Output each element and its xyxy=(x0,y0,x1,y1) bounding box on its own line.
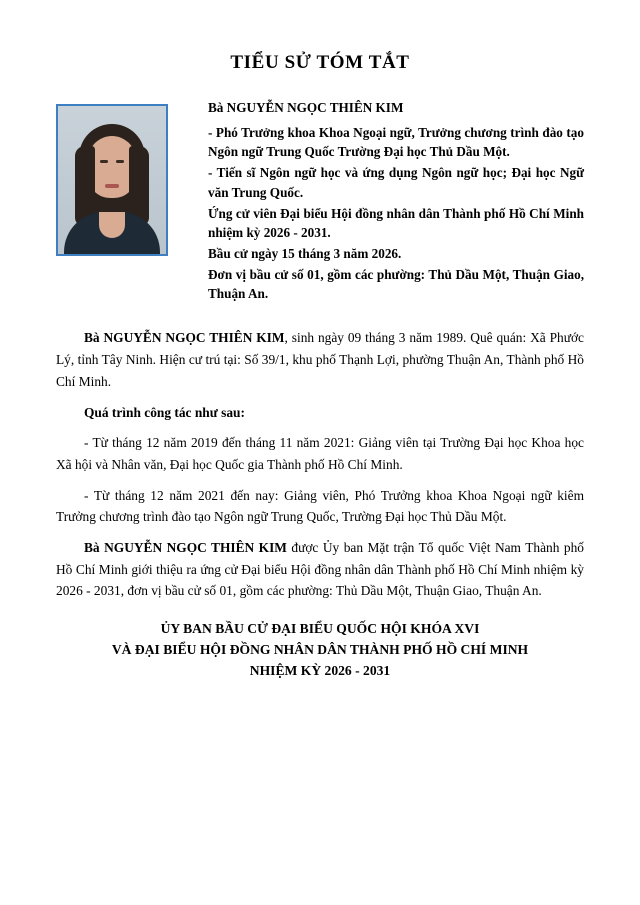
biography-paragraph-1 xyxy=(56,327,584,392)
career-heading xyxy=(56,402,584,424)
page-title: TIỂU SỬ TÓM TẮT xyxy=(230,52,410,73)
biography-body xyxy=(56,327,584,602)
candidate-name: Bà NGUYỄN NGỌC THIÊN KIM xyxy=(208,100,404,115)
candidate-info-line-5: Đơn vị bầu cử số 01, gồm các phường: Thủ Dầu Một, Thuận Giao, Thuận An. xyxy=(208,267,584,302)
portrait-photo xyxy=(56,104,168,256)
biography-name-bold: Bà NGUYỄN NGỌC THIÊN KIM xyxy=(84,330,285,346)
biography-paragraph-1-rest: , sinh ngày 09 tháng 3 năm 1989. Quê quán: Xã Phước Lý, tỉnh Tây Ninh. Hiện cư trú tại: Số 39/1, khu phố Thạnh Lợi, phường Thuận An, Thành phố Hồ Chí Minh. xyxy=(56,330,585,389)
portrait-eye-right-icon xyxy=(116,160,124,163)
portrait-collar-icon xyxy=(99,212,125,238)
career-heading-text: Quá trình công tác như sau: xyxy=(84,404,245,420)
footer-line-1: ỦY BAN BẦU CỬ ĐẠI BIỂU QUỐC HỘI KHÓA XVI xyxy=(160,621,480,637)
header-block xyxy=(56,98,584,305)
candidate-info-line-3: Ứng cử viên Đại biểu Hội đồng nhân dân Thành phố Hồ Chí Minh nhiệm kỳ 2026 - 2031. xyxy=(208,205,584,240)
candidate-info xyxy=(208,98,584,305)
footer-line-3: NHIỆM KỲ 2026 - 2031 xyxy=(249,663,391,679)
portrait-mouth-icon xyxy=(105,184,119,188)
candidate-info-line-4: Bầu cử ngày 15 tháng 3 năm 2026. xyxy=(208,245,402,261)
career-item-2: - Từ tháng 12 năm 2021 đến nay: Giảng viên, Phó Trưởng khoa Khoa Ngoại ngữ kiêm Trưởng chương trình đào tạo Ngôn ngữ Trung Quốc, Trường Đại học Thủ Dầu Một. xyxy=(56,487,584,525)
document-footer xyxy=(56,618,584,681)
candidate-info-line-1: - Phó Trưởng khoa Khoa Ngoại ngữ, Trưởng chương trình đào tạo Ngôn ngữ Trung Quốc Trường Đại học Thủ Dầu Một. xyxy=(208,125,584,160)
biography-name-bold-last: Bà NGUYỄN NGỌC THIÊN KIM xyxy=(84,540,287,556)
candidate-info-line-2: - Tiến sĩ Ngôn ngữ học và ứng dụng Ngôn ngữ học; Đại học Ngữ văn Trung Quốc. xyxy=(208,165,584,200)
footer-line-2: VÀ ĐẠI BIỂU HỘI ĐỒNG NHÂN DÂN THÀNH PHỐ HỒ CHÍ MINH xyxy=(111,642,529,658)
biography-paragraph-last xyxy=(56,537,584,602)
career-item-1: - Từ tháng 12 năm 2019 đến tháng 11 năm 2021: Giảng viên tại Trường Đại học Khoa học Xã hội và Nhân văn, Đại học Quốc gia Thành phố Hồ Chí Minh. xyxy=(56,435,584,472)
biography-paragraph-last-rest: được Ủy ban Mặt trận Tổ quốc Việt Nam Thành phố Hồ Chí Minh giới thiệu ra ứng cử Đại biểu Hội đồng nhân dân Thành phố Hồ Chí Minh nhiệm kỳ 2026 - 2031, đơn vị bầu cử số 01, gồm các phường: Thủ Dầu Một, Thuận Giao, Thuận An. xyxy=(56,540,584,599)
photo-column xyxy=(56,98,208,256)
portrait-eye-left-icon xyxy=(100,160,108,163)
